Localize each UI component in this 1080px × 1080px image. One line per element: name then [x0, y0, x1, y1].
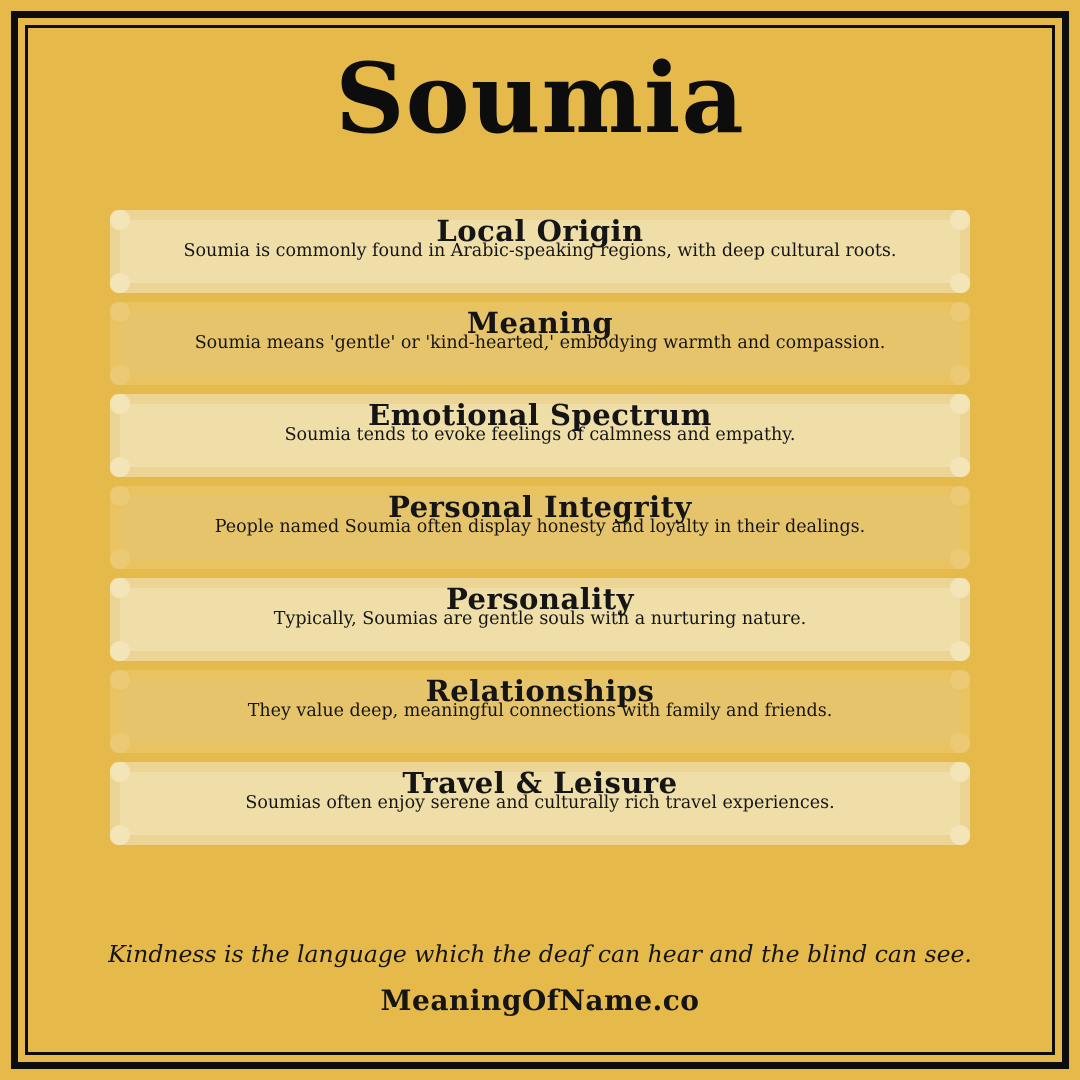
- card-text: Soumia means 'gentle' or 'kind-hearted,' embodying warmth and compassion.: [194, 333, 886, 353]
- corner-dot-decoration: [950, 549, 970, 569]
- corner-dot-decoration: [110, 733, 130, 753]
- card-heading: Personal Integrity: [388, 490, 692, 524]
- card-text: Soumia tends to evoke feelings of calmness and empathy.: [284, 425, 796, 445]
- corner-dot-decoration: [110, 365, 130, 385]
- card-local-origin: [110, 210, 970, 293]
- corner-dot-decoration: [110, 457, 130, 477]
- card-text: Soumia is commonly found in Arabic-speaking regions, with deep cultural roots.: [183, 241, 897, 261]
- card-personal-integrity: [110, 486, 970, 569]
- corner-dot-decoration: [110, 549, 130, 569]
- card-heading: Meaning: [466, 306, 614, 340]
- card-travel-leisure: [110, 762, 970, 845]
- page-title: Soumia: [335, 42, 745, 155]
- card-heading: Relationships: [425, 674, 655, 708]
- card-text: They value deep, meaningful connections with family and friends.: [247, 701, 833, 721]
- card-heading: Travel & Leisure: [402, 766, 678, 800]
- card-text: Soumias often enjoy serene and culturally rich travel experiences.: [245, 793, 835, 813]
- card-personality: [110, 578, 970, 661]
- card-heading: Local Origin: [436, 214, 644, 248]
- card-relationships: [110, 670, 970, 753]
- corner-dot-decoration: [950, 825, 970, 845]
- card-text: Typically, Soumias are gentle souls with a nurturing nature.: [273, 609, 807, 629]
- card-heading: Emotional Spectrum: [368, 398, 712, 432]
- card-heading: Personality: [445, 582, 635, 616]
- corner-dot-decoration: [950, 457, 970, 477]
- corner-dot-decoration: [950, 365, 970, 385]
- corner-dot-decoration: [950, 733, 970, 753]
- corner-dot-decoration: [110, 641, 130, 661]
- corner-dot-decoration: [110, 825, 130, 845]
- card-meaning: [110, 302, 970, 385]
- corner-dot-decoration: [110, 273, 130, 293]
- card-emotional-spectrum: [110, 394, 970, 477]
- corner-dot-decoration: [950, 641, 970, 661]
- card-text: People named Soumia often display honesty and loyalty in their dealings.: [214, 517, 866, 537]
- quote-text: Kindness is the language which the deaf can hear and the blind can see.: [108, 940, 972, 968]
- corner-dot-decoration: [950, 273, 970, 293]
- brand-footer: MeaningOfName.co: [380, 984, 700, 1017]
